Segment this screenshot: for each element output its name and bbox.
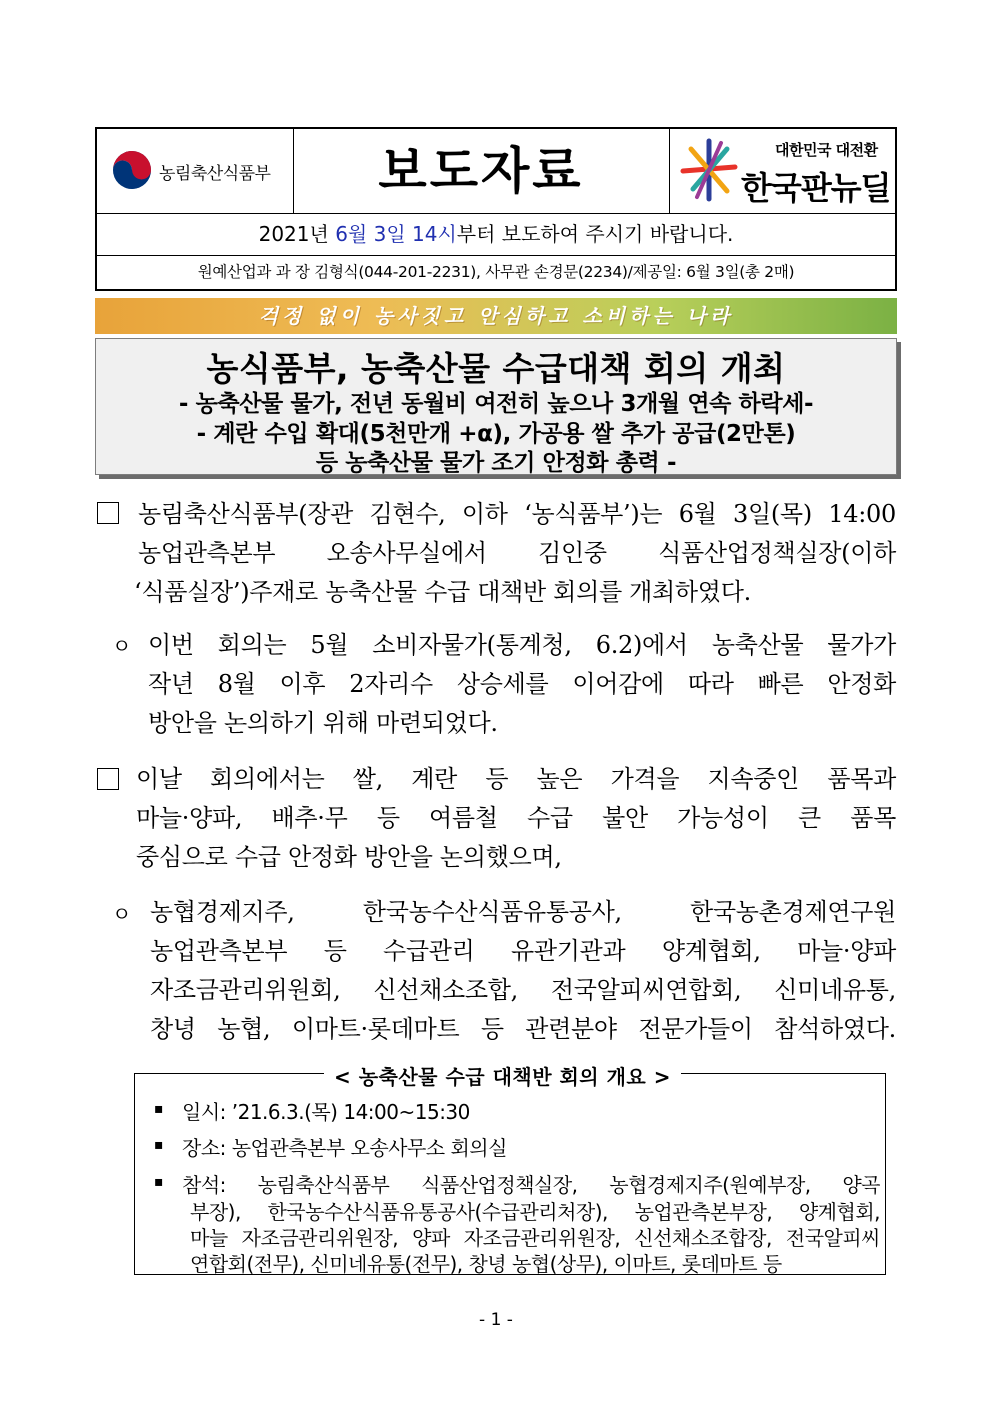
paragraph-1-line-1: 농림축산식품부(장관 김현수, 이하 ‘농식품부’)는 6월 3일(목) 14:00: [138, 500, 896, 528]
header-box: [95, 127, 897, 291]
press-title-cell: [293, 129, 670, 213]
paragraph-1-sub-line-2: 작년 8월 이후 2자리수 상승세를 이어감에 따라 빠른 안정화: [148, 670, 896, 698]
contact-row: 원예산업과 과 장 김형식(044-201-2231), 사무관 손경문(2234)/제공일: 6월 3일(총 2매): [197, 263, 795, 281]
overview-bullet-date: ▪: [154, 1101, 164, 1117]
release-prefix: 2021년: [258, 222, 336, 246]
new-deal-name: 한국판뉴딜: [741, 169, 891, 207]
overview-attendees-line-1: 참석: 농림축산식품부 식품산업정책실장, 농협경제지주(원예부장, 양곡: [182, 1173, 880, 1197]
paragraph-2-sub-line-1: 농협경제지주, 한국농수산식품유통공사, 한국농촌경제연구원: [150, 898, 896, 926]
press-title: 보도자료: [378, 142, 584, 200]
paragraph-2-line-1: 이날 회의에서는 쌀, 계란 등 높은 가격을 지속중인 품목과: [136, 765, 896, 793]
paragraph-1-sub-line-3: 방안을 논의하기 위해 마련되었다.: [148, 709, 498, 737]
overview-attendees-line-3: 마늘 자조금관리위원장, 양파 자조금관리위원장, 신선채소조합장, 전국알피씨: [190, 1226, 880, 1250]
paragraph-2-line-3: 중심으로 수급 안정화 방안을 논의했으며,: [136, 843, 562, 871]
paragraph-2-sub-line-4: 창녕 농협, 이마트·롯데마트 등 관련분야 전문가들이 참석하였다.: [150, 1015, 896, 1043]
overview-date: 일시: ’21.6.3.(목) 14:00~15:30: [182, 1100, 470, 1124]
release-day: 3일: [373, 222, 406, 246]
paragraph-1-sub-line-1: 이번 회의는 5월 소비자물가(통계청, 6.2)에서 농축산물 물가가: [148, 631, 896, 659]
paragraph-2-line-2: 마늘·양파, 배추·무 등 여름철 수급 불안 가능성이 큰 품목: [136, 804, 896, 832]
ministry-cell: [97, 129, 294, 213]
meeting-overview-title: < 농축산물 수급 대책반 회의 개요 >: [324, 1061, 681, 1090]
paragraph-1-line-2: 농업관측본부 오송사무실에서 김인중 식품산업정책실장(이하: [138, 539, 896, 567]
overview-bullet-place: ▪: [154, 1137, 164, 1153]
main-title: 농식품부, 농축산물 수급대책 회의 개최: [206, 349, 786, 388]
checkbox-bullet-2: [97, 768, 119, 790]
new-deal-cell: [669, 129, 895, 213]
circle-bullet-2: ㅇ: [112, 902, 132, 926]
slogan-banner: [95, 298, 897, 334]
release-suffix: 부터 보도하여 주시기 바랍니다.: [456, 222, 734, 246]
header-top-row: [97, 129, 895, 214]
release-month: 6월: [335, 222, 368, 246]
ministry-name: 농림축산식품부: [159, 164, 271, 184]
overview-attendees-line-4: 연합회(전무), 신미네유통(전무), 창녕 농협(상무), 이마트, 롯데마트 등: [190, 1252, 782, 1276]
new-deal-tagline: 대한민국 대전환: [775, 141, 878, 159]
subtitle-line-3: 등 농축산물 물가 조기 안정화 총력 -: [315, 450, 677, 476]
overview-bullet-attendees: ▪: [154, 1174, 164, 1190]
release-hour: 14시: [412, 222, 457, 246]
korean-new-deal-logo-icon: [677, 137, 741, 203]
paragraph-2-sub-line-3: 자조금관리위원회, 신선채소조합, 전국알피씨연합회, 신미네유통,: [150, 976, 896, 1004]
paragraph-1-line-3: ‘식품실장’)주재로 농축산물 수급 대책반 회의를 개최하였다.: [134, 578, 751, 606]
checkbox-bullet-1: [97, 502, 119, 524]
subtitle-line-2: - 계란 수입 확대(5천만개 +α), 가공용 쌀 추가 공급(2만톤): [196, 421, 796, 447]
overview-attendees-line-2: 부장), 한국농수산식품유통공사(수급관리처장), 농업관측본부장, 양계협회,: [190, 1200, 880, 1224]
government-emblem-icon: [111, 149, 153, 191]
paragraph-2-sub-line-2: 농업관측본부 등 수급관리 유관기관과 양계협회, 마늘·양파: [150, 937, 896, 965]
release-time-row: [97, 213, 895, 256]
title-box: [95, 338, 897, 475]
circle-bullet-1: ㅇ: [112, 634, 132, 658]
slogan-text: 걱정 없이 농사짓고 안심하고 소비하는 나라: [258, 304, 734, 328]
subtitle-line-1: - 농축산물 물가, 전년 동월비 여전히 높으나 3개월 연속 하락세-: [178, 391, 814, 417]
overview-place: 장소: 농업관측본부 오송사무소 회의실: [182, 1136, 507, 1160]
page-number: - 1 -: [479, 1310, 513, 1330]
